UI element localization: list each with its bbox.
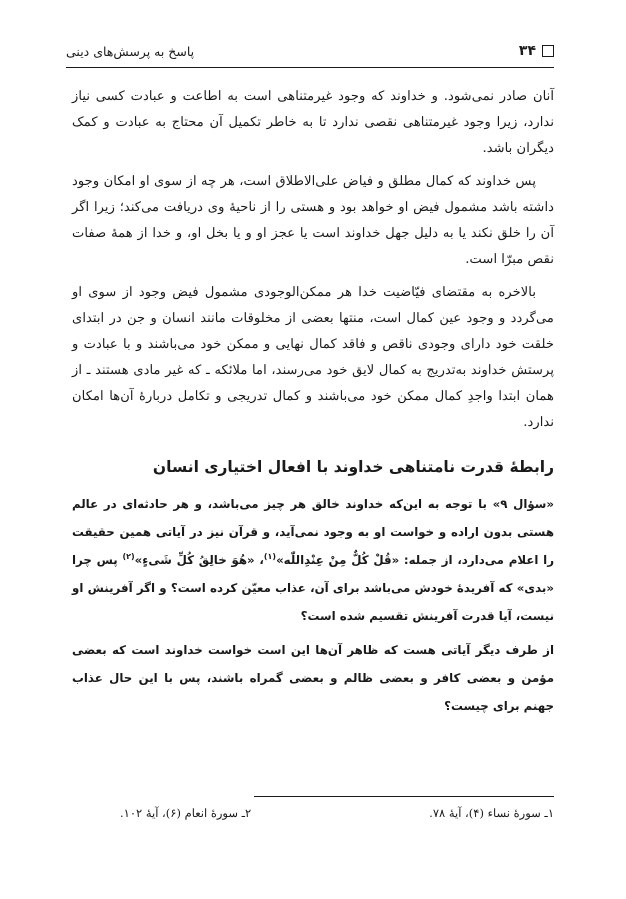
page-number-group <box>519 43 554 59</box>
paragraph-3: بالاخره به مقتضای فیّاضیت خدا هر ممکن‌الوجودی مشمول فیض وجود از سوی او می‌گردد و وجود عین کمال است، منتها بعضی از مخلوقات مانند انسان و جن در ابتدای خلقت خود دارای وجودی ناقص و فاقد کمال نهایی و ممکن خود می‌باشند و با عبادت و پرستش خداوند به‌تدریج به کمال لایق خود می‌رسند، اما ملائکه ـ که غیر مادی هستند ـ از همان ابتدا واجدِ کمال ممکن خود می‌باشند و کمال تدریجی و تکامل دربارهٔ آن‌ها امکان ندارد. <box>72 285 554 430</box>
question-text-1: با توجه به این‌که خداوند خالق هر چیز می‌باشد، و هر حادثه‌ای در عالم هستی بدون اراده و خواست او به وجود نمی‌آید، و قرآن نیز در آیاتی همین حقیقت را اعلام می‌دارد، از جمله: «قُلْ کُلٌّ مِنْ عِنْدِاللّٰه» <box>72 497 554 567</box>
question-text-3: پس چرا «بدی» که آفریدهٔ خودش می‌باشد برای آن، عذاب معیّن کرده است؟ و اگر آفرینش او نیست، آیا قدرت آفرینش تقسیم شده است؟ <box>72 553 554 623</box>
paragraph-2: پس خداوند که کمال مطلق و فیاض علی‌الاطلاق است، هر چه از سوی او امکان وجود داشته باشد مشمول فیض او خواهد بود و هستی را از ناحیهٔ وی دریافت می‌کند؛ زیرا اگر آن را خلق نکند یا به دلیل جهل خداوند است یا عجز او و یا بخل او، و خدا از همهٔ صفات نقص مبرّا است. <box>72 174 554 267</box>
question-followup: از طرف دیگر آیاتی هست که ظاهر آن‌ها این است خواست خداوند است که بعضی مؤمن و بعضی کافر و بعضی ظالم و بعضی گمراه باشند، پس با این حال عذاب جهنم برای چیست؟ <box>72 643 554 713</box>
running-title: پاسخ به پرسش‌های دینی <box>66 43 195 59</box>
question-label: «سؤال ۹» <box>492 497 554 511</box>
paragraph-1: آنان صادر نمی‌شود. و خداوند که وجود غیرمتناهی است به اطاعت و عبادت کسی نیاز ندارد، زیرا وجود غیرمتناهی نقصی ندارد تا به خاطر تکمیل آن محتاج به عبادت و کمک دیگران باشد. <box>72 89 554 156</box>
page-header <box>66 39 554 63</box>
question-block <box>72 490 554 630</box>
page-body <box>72 84 554 726</box>
footnote-ref-1[interactable]: (۱) <box>263 552 277 562</box>
header-divider <box>66 67 554 68</box>
section-heading: رابطهٔ قدرت نامتناهی خداوند با افعال اختیاری انسان <box>152 458 554 476</box>
question-text-2: ، «هُوَ خالِقُ کُلِّ شَیءٍ» <box>134 553 264 567</box>
footnote-ref-2[interactable]: (۲) <box>122 552 135 562</box>
footnote-1: ۱ـ سورهٔ نساء (۴)، آیهٔ ۷۸. <box>429 806 554 820</box>
footnotes <box>120 806 554 820</box>
square-bullet-icon <box>542 45 554 57</box>
footnote-2: ۲ـ سورهٔ انعام (۶)، آیهٔ ۱۰۲. <box>120 806 252 820</box>
page-number: ۳۴ <box>518 43 536 59</box>
footnote-divider <box>254 796 554 797</box>
